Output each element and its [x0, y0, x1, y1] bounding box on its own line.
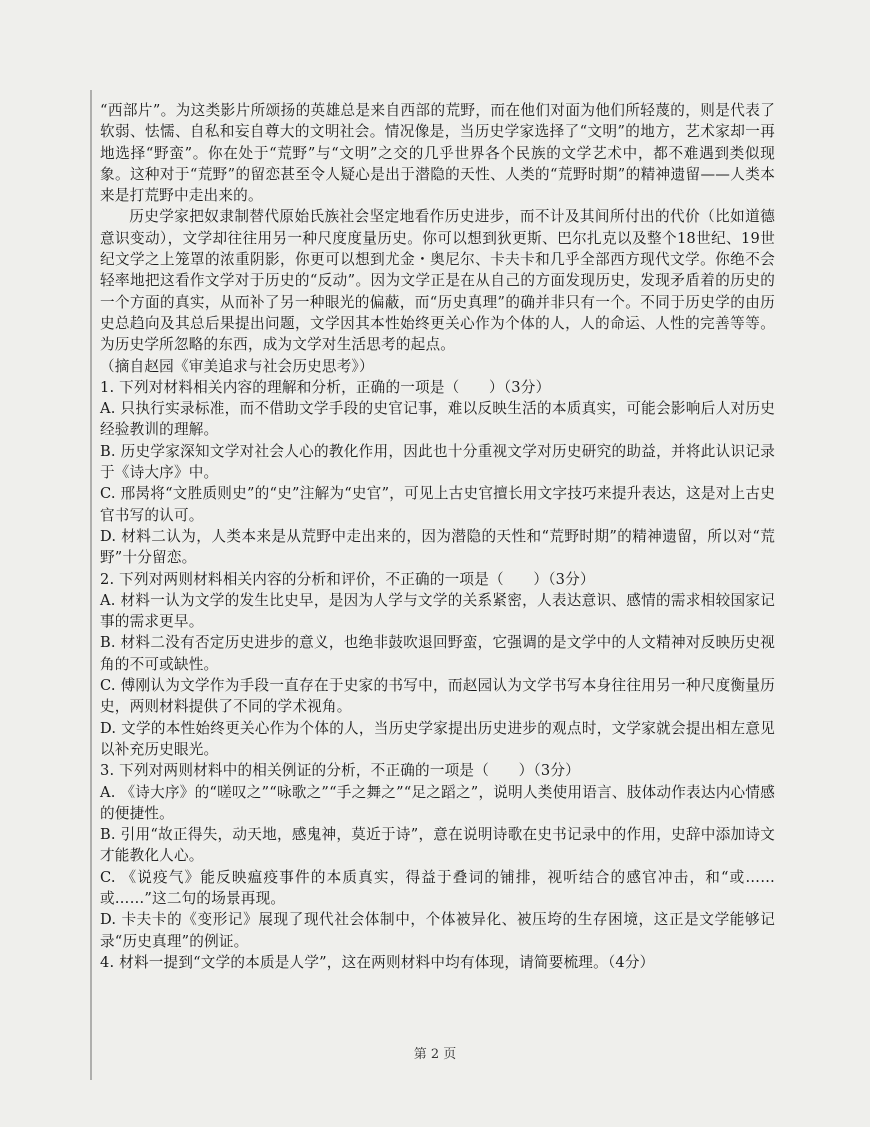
page-number: 第 2 页 — [413, 1047, 457, 1062]
option-b: B. 历史学家深知文学对社会人心的教化作用，因此也十分重视文学对历史研究的助益，并将此认识记录于《诗大序》中。 — [100, 442, 775, 482]
question-4 — [100, 952, 775, 973]
passage-paragraph-1: “西部片”。为这类影片所颂扬的英雄总是来自西部的荒野，而在他们对面为他们所轻蔑的，则是代表了软弱、怯懦、自私和妄自尊大的文明社会。情况像是，当历史学家选择了“文明”的地方，艺术家却一再地选择“野蛮”。你在处于“荒野”与“文明”之交的几乎世界各个民族的文学艺术中，都不难遇到类似现象。这种对于“荒野”的留恋甚至令人疑心是出于潜隐的天性、人类的“荒野时期”的精神遗留——人类本来是打荒野中走出来的。 — [100, 102, 775, 205]
option-a: A. 材料一认为文学的发生比史早，是因为人学与文学的关系紧密，人表达意识、感情的需求相较国家记事的需求更早。 — [100, 591, 775, 631]
passage-paragraph-2: 历史学家把奴隶制替代原始氏族社会坚定地看作历史进步，而不计及其间所付出的代价（比如道德意识变动），文学却往往用另一种尺度度量历史。你可以想到狄更斯、巴尔扎克以及整个18世纪、19世纪文学之上笼罩的浓重阴影，你更可以想到尤金・奥尼尔、卡夫卡和几乎全部西方现代文学。你绝不会轻率地把这看作文学对于历史的“反动”。因为文学正是在从自己的方面发现历史，发现矛盾着的历史的一个方面的真实，从而补了另一种眼光的偏蔽，而“历史真理”的确并非只有一个。不同于历史学的由历史总趋向及其总后果提出问题，文学因其本性始终更关心作为个体的人，人的命运、人性的完善等等。为历史学所忽略的东西，成为文学对生活思考的起点。 — [100, 208, 775, 354]
option-c: C. 傅刚认为文学作为手段一直存在于史家的书写中，而赵园认为文学书写本身往往用另一种尺度衡量历史，两则材料提供了不同的学术视角。 — [100, 677, 775, 716]
option-c: C. 《说疫气》能反映瘟疫事件的本质真实，得益于叠词的铺排，视听结合的感官冲击，和“或……或……”这二句的场景再现。 — [100, 868, 775, 907]
question-3 — [100, 760, 775, 952]
option-b: B. 材料二没有否定历史进步的意义，也绝非鼓吹退回野蛮，它强调的是文学中的人文精神对反映历史视角的不可或缺性。 — [100, 634, 775, 673]
option-d: D. 材料二认为，人类本来是从荒野中走出来的，因为潜隐的天性和“荒野时期”的精神遗留，所以对“荒野”十分留恋。 — [100, 527, 775, 567]
option-b: B. 引用“故正得失，动天地，感鬼神，莫近于诗”，意在说明诗歌在史书记录中的作用，史辞中添加诗文才能教化人心。 — [100, 826, 775, 865]
question-1 — [100, 377, 775, 569]
question-stem: 2. 下列对两则材料相关内容的分析和评价，不正确的一项是（ ）（3分） — [100, 570, 595, 588]
option-d: D. 文学的本性始终更关心作为个体的人，当历史学家提出历史进步的观点时，文学家就会提出相左意见以补充历史眼光。 — [100, 719, 775, 758]
question-stem: 4. 材料一提到“文学的本质是人学”，这在两则材料中均有体现，请简要梳理。（4分） — [100, 953, 655, 971]
binding-margin-line — [90, 90, 92, 1080]
exam-content — [100, 100, 775, 973]
question-stem: 3. 下列对两则材料中的相关例证的分析，不正确的一项是（ ）（3分） — [100, 762, 580, 780]
option-a: A. 《诗大序》的“嗟叹之”“咏歌之”“手之舞之”“足之蹈之”，说明人类使用语言、肢体动作表达内心情感的便捷性。 — [100, 783, 775, 822]
question-stem: 1. 下列对材料相关内容的理解和分析，正确的一项是（ ）（3分） — [100, 378, 551, 396]
passage-source: （摘自赵园《审美追求与社会历史思考》） — [100, 357, 374, 375]
option-a: A. 只执行实录标准，而不借助文学手段的史官记事，难以反映生活的本质真实，可能会影响后人对历史经验教训的理解。 — [100, 400, 775, 439]
question-2 — [100, 569, 775, 761]
option-c: C. 邢昺将“文胜质则史”的“史”注解为“史官”，可见上古史官擅长用文字技巧来提升表达，这是对上古史官书写的认可。 — [100, 485, 775, 524]
option-d: D. 卡夫卡的《变形记》展现了现代社会体制中，个体被异化、被压垮的生存困境，这正是文学能够记录“历史真理”的例证。 — [100, 911, 775, 950]
